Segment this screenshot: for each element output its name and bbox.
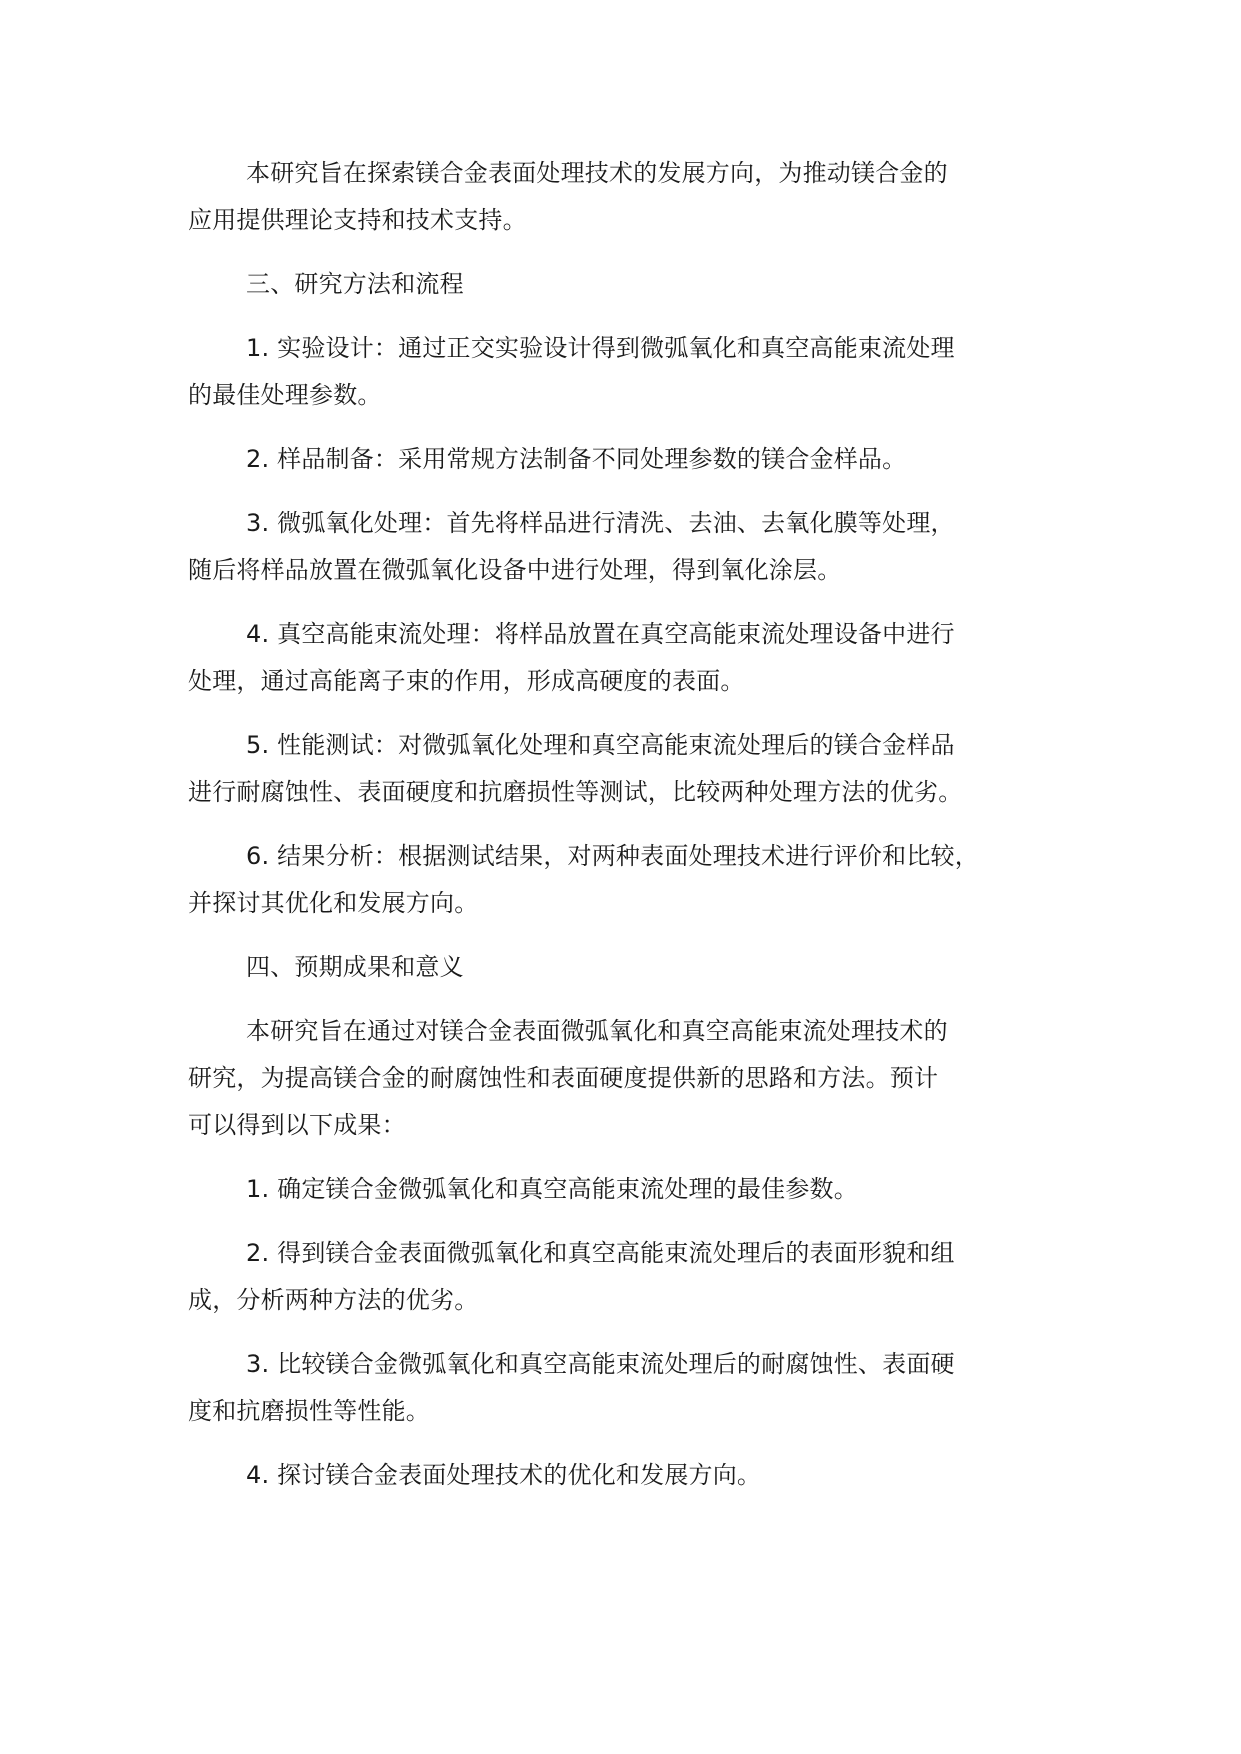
document-body [188,150,1088,1499]
list-item-surface-morphology: 2. 得到镁合金表面微弧氧化和真空高能束流处理后的表面形貌和组 成，分析两种方法的优劣。 [188,1239,955,1314]
list-item-performance-comparison: 3. 比较镁合金微弧氧化和真空高能束流处理后的耐腐蚀性、表面硬 度和抗磨损性等性能。 [188,1350,955,1425]
paragraph-research-aim: 本研究旨在探索镁合金表面处理技术的发展方向，为推动镁合金的 应用提供理论支持和技术支持。 [188,159,948,234]
list-item-micro-arc-oxidation: 3. 微弧氧化处理：首先将样品进行清洗、去油、去氧化膜等处理， 随后将样品放置在微弧氧化设备中进行处理，得到氧化涂层。 [188,509,955,584]
paragraph-expected-results: 本研究旨在通过对镁合金表面微弧氧化和真空高能束流处理技术的 研究，为提高镁合金的耐腐蚀性和表面硬度提供新的思路和方法。预计 可以得到以下成果： [188,1017,948,1139]
list-item-optimal-parameters: 1. 确定镁合金微弧氧化和真空高能束流处理的最佳参数。 [246,1175,858,1203]
list-item-vacuum-beam-treatment: 4. 真空高能束流处理：将样品放置在真空高能束流处理设备中进行 处理，通过高能离子束的作用，形成高硬度的表面。 [188,620,955,695]
list-item-performance-test: 5. 性能测试：对微弧氧化处理和真空高能束流处理后的镁合金样品 进行耐腐蚀性、表面硬度和抗磨损性等测试，比较两种处理方法的优劣。 [188,731,963,806]
list-item-experiment-design: 1. 实验设计：通过正交实验设计得到微弧氧化和真空高能束流处理 的最佳处理参数。 [188,334,955,409]
list-item-sample-preparation: 2. 样品制备：采用常规方法制备不同处理参数的镁合金样品。 [246,445,907,473]
section-heading-expected-results: 四、预期成果和意义 [246,953,464,981]
list-item-development-direction: 4. 探讨镁合金表面处理技术的优化和发展方向。 [246,1461,762,1489]
section-heading-methods: 三、研究方法和流程 [246,270,464,298]
list-item-result-analysis: 6. 结果分析：根据测试结果，对两种表面处理技术进行评价和比较， 并探讨其优化和发展方向。 [188,842,979,917]
